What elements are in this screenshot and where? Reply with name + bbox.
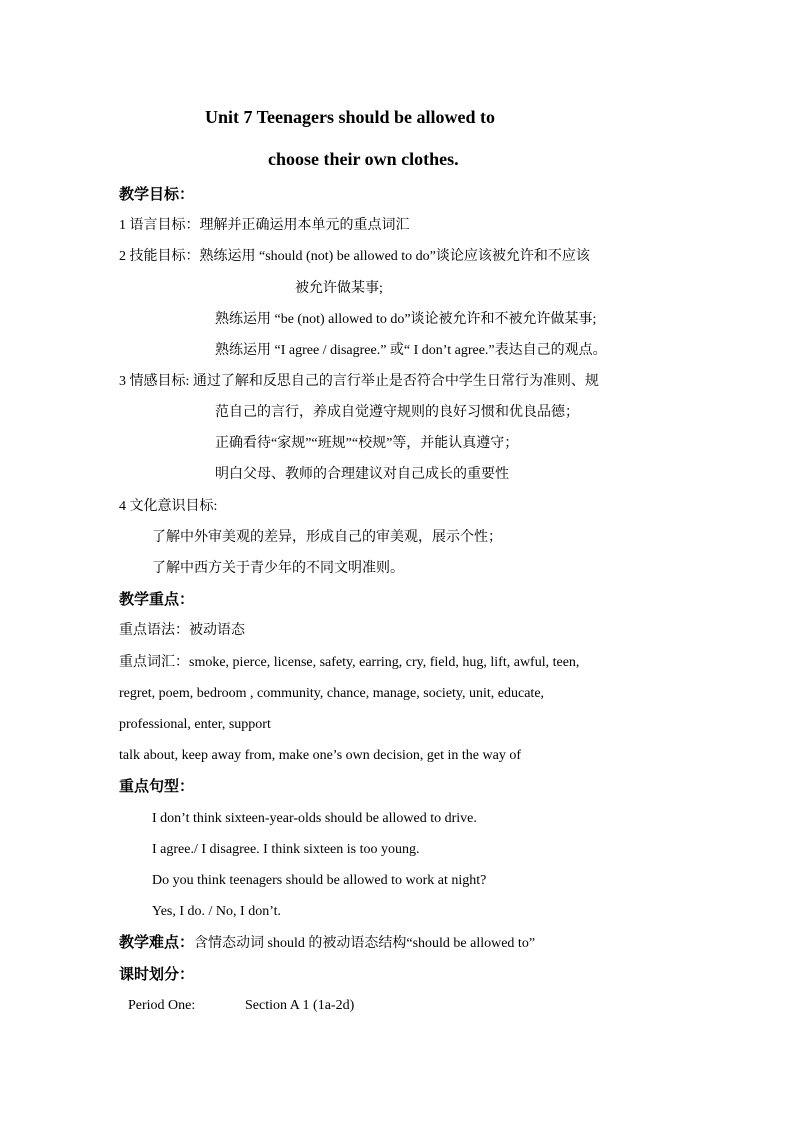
title-line-2: choose their own clothes. (268, 149, 459, 169)
objective-language: 1 语言目标：理解并正确运用本单元的重点词汇 (119, 218, 410, 233)
keypoints-vocab-2: regret, poem, bedroom , community, chance, manage, society, unit, educate, (119, 686, 545, 701)
sentence-3: Do you think teenagers should be allowed to work at night? (152, 873, 487, 888)
period-1-name: Period One: (128, 998, 196, 1013)
sentence-1: I don’t think sixteen-year-olds should be allowed to drive. (152, 811, 477, 826)
sentence-2: I agree./ I disagree. I think sixteen is too young. (152, 842, 420, 857)
objective-culture-1: 了解中外审美观的差异，形成自己的审美观，展示个性； (152, 530, 502, 545)
objective-skill-3: 熟练运用 “I agree / disagree.” 或“ I don’t agree.”表达自己的观点。 (215, 343, 607, 358)
keypoints-phrases: talk about, keep away from, make one’s own decision, get in the way of (119, 748, 521, 763)
keypoints-vocab-1: 重点词汇：smoke, pierce, license, safety, earring, cry, field, hug, lift, awful, teen, (119, 655, 580, 670)
objectives-heading: 教学目标： (119, 187, 195, 203)
difficulty-text: 含情态动词 should 的被动语态结构“should be allowed to” (194, 936, 536, 951)
objective-skill-1: 2 技能目标：熟练运用 “should (not) be allowed to do”谈论应该被允许和不应该 (119, 249, 590, 264)
keypoints-grammar: 重点语法：被动语态 (119, 623, 245, 638)
objective-emotion-2: 正确看待“家规”“班规”“校规”等，并能认真遵守； (215, 436, 519, 451)
sentence-heading: 重点句型： (119, 779, 195, 795)
sentence-4: Yes, I do. / No, I don’t. (152, 904, 281, 919)
objective-culture-2: 了解中西方关于青少年的不同文明准则。 (152, 561, 404, 576)
objective-skill-1-cont: 被允许做某事; (295, 281, 383, 296)
title-line-1: Unit 7 Teenagers should be allowed to (205, 107, 496, 127)
objective-culture-heading: 4 文化意识目标: (119, 499, 218, 514)
objective-emotion-3: 明白父母、教师的合理建议对自己成长的重要性 (215, 467, 509, 482)
objective-skill-2: 熟练运用 “be (not) allowed to do”谈论被允许和不被允许做某事; (215, 312, 597, 327)
objective-emotion-1-cont: 范自己的言行，养成自觉遵守规则的良好习惯和优良品德； (215, 405, 579, 420)
objective-emotion-1: 3 情感目标: 通过了解和反思自己的言行举止是否符合中学生日常行为准则、规 (119, 374, 599, 389)
keypoints-heading: 教学重点： (119, 592, 195, 608)
difficulty-label: 教学难点： (119, 935, 195, 951)
periods-heading: 课时划分： (119, 967, 195, 983)
difficulty-line (119, 933, 535, 954)
period-1-section: Section A 1 (1a-2d) (245, 998, 355, 1013)
keypoints-vocab-3: professional, enter, support (119, 717, 271, 732)
